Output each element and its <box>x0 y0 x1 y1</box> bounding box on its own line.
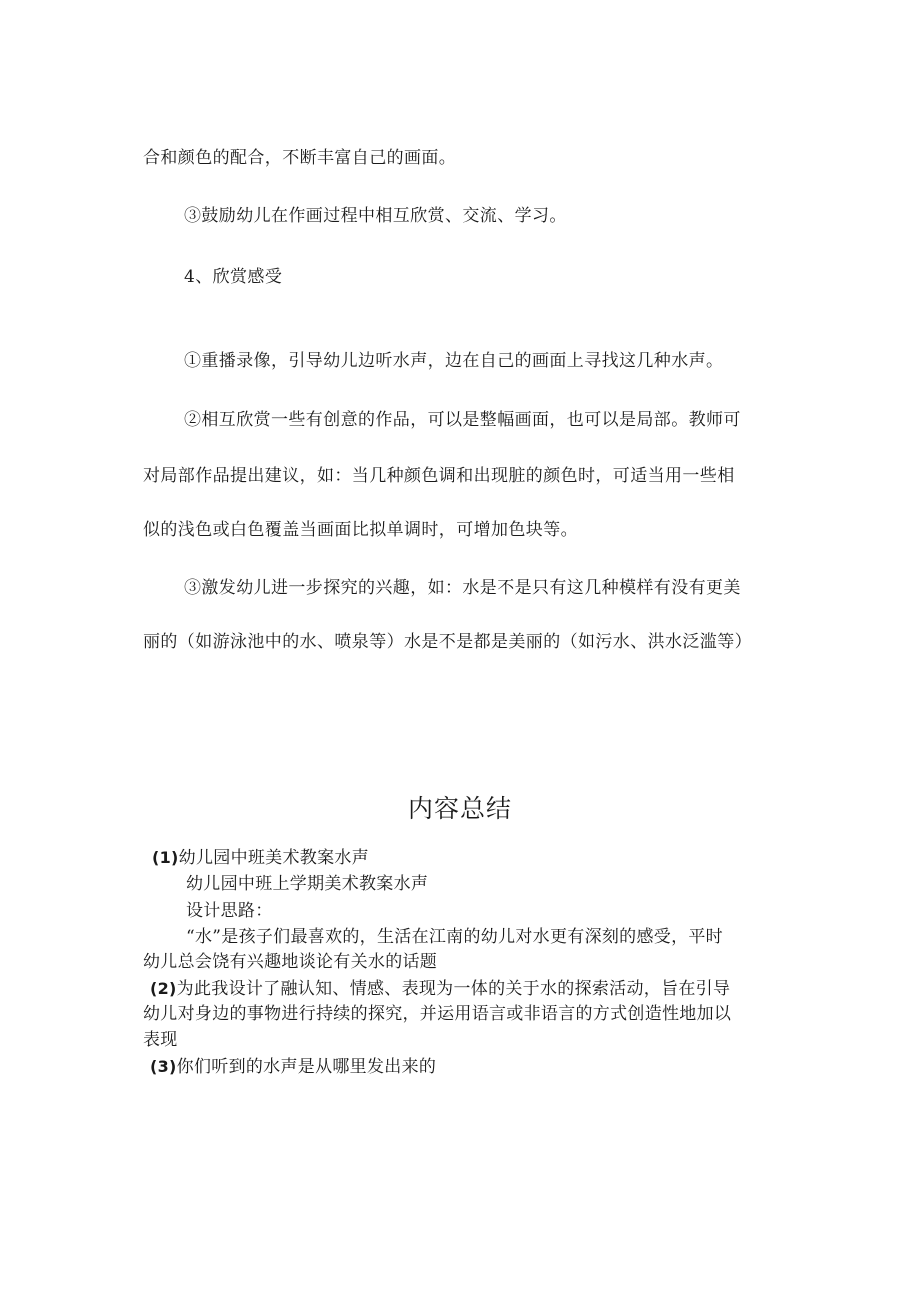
summary-text: 幼儿对身边的事物进行持续的探究，并运用语言或非语言的方式创造性地加以 <box>143 1004 732 1024</box>
summary-item-2 <box>150 977 790 1001</box>
paragraph-line: ③激发幼儿进一步探究的兴趣，如：水是不是只有这几种模样有没有更美 <box>184 578 741 598</box>
paragraph-line: 合和颜色的配合，不断丰富自己的画面。 <box>143 148 457 168</box>
paragraph-line: 对局部作品提出建议，如：当几种颜色调和出现脏的颜色时，可适当用一些相 <box>143 466 735 486</box>
section-heading: 4、欣赏感受 <box>184 267 283 287</box>
summary-title: 内容总结 <box>407 794 512 823</box>
paragraph-line: 丽的（如游泳池中的水、喷泉等）水是不是都是美丽的（如污水、洪水泛滥等） <box>143 632 752 652</box>
item-number: (2) <box>150 979 177 998</box>
paragraph-line: ③鼓励幼儿在作画过程中相互欣赏、交流、学习。 <box>184 206 567 226</box>
summary-item-1 <box>152 846 792 870</box>
paragraph-line: 似的浅色或白色覆盖当画面比拟单调时，可增加色块等。 <box>143 520 578 540</box>
summary-item-3 <box>150 1055 790 1079</box>
item-number: (3) <box>150 1057 177 1076</box>
summary-text: 幼儿园中班美术教案水声 <box>178 848 369 868</box>
summary-text: 幼儿总会饶有兴趣地谈论有关水的话题 <box>143 952 438 972</box>
summary-text: 设计思路： <box>186 901 273 921</box>
summary-text: 幼儿园中班上学期美术教案水声 <box>186 874 429 894</box>
summary-text: “水”是孩子们最喜欢的，生活在江南的幼儿对水更有深刻的感受，平时 <box>186 927 723 947</box>
paragraph-line: ①重播录像，引导幼儿边听水声，边在自己的画面上寻找这几种水声。 <box>184 351 724 371</box>
paragraph-line: ②相互欣赏一些有创意的作品，可以是整幅画面，也可以是局部。教师可 <box>184 410 741 430</box>
summary-text: 表现 <box>143 1030 178 1050</box>
item-number: (1) <box>152 848 179 867</box>
summary-text: 为此我设计了融认知、情感、表现为一体的关于水的探索活动，旨在引导 <box>176 979 731 999</box>
summary-text: 你们听到的水声是从哪里发出来的 <box>176 1057 437 1077</box>
